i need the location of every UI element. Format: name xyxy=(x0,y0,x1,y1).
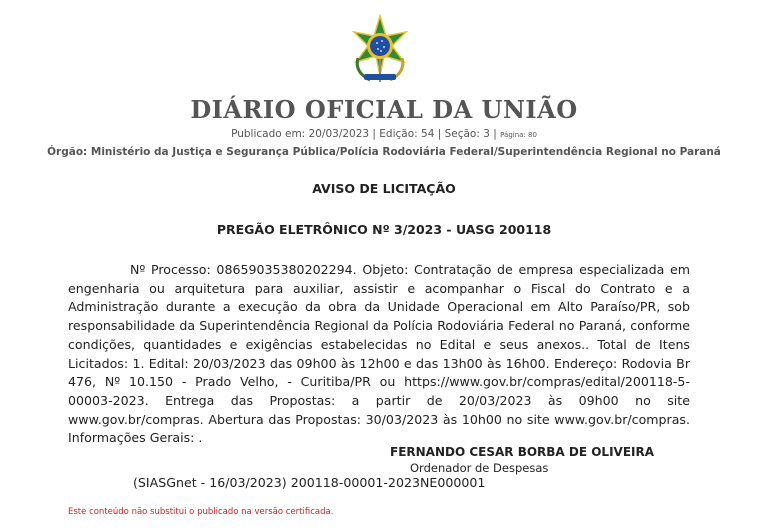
notice-body: Nº Processo: 08659035380202294. Objeto: Contratação de empresa especializada em engenharia ou arquitetura para auxiliar, assistir e acompanhar o Fiscal do Contrato e a Administração durante a execução da obra da Unidade Operacional em Alto Paraíso/PR, sob responsabilidade da Superintendência Regional da Polícia Rodoviária Federal no Paraná, conforme condições, quantidades e exigências estabelecidas no Edital e seus anexos.. Total de Itens Licitados: 1. Edital: 20/03/2023 das 09h00 às 12h00 e das 13h00 às 16h00. Endereço: Rodovia Br 476, Nº 10.150 - Prado Velho, - Curitiba/PR ou https://www.gov.br/compras/edital/200118-5-00003-2023. Entrega das Propostas: a partir de 20/03/2023 às 09h00 no site www.gov.br/compras. Abertura das Propostas: 30/03/2023 às 10h00 no site www.gov.br/compras. Informações Gerais: . xyxy=(68,262,690,446)
page-number: Página: 80 xyxy=(500,131,537,139)
notice-heading: AVISO DE LICITAÇÃO xyxy=(312,181,456,196)
signer-name: FERNANDO CESAR BORBA DE OLIVEIRA xyxy=(390,445,655,459)
publication-title: DIÁRIO OFICIAL DA UNIÃO xyxy=(190,95,578,124)
signer-role: Ordenador de Despesas xyxy=(410,461,549,475)
published-date: Publicado em: 20/03/2023 | Edição: 54 | Seção: 3 | xyxy=(231,128,497,140)
certification-disclaimer: Este conteúdo não substitui o publicado na versão certificada. xyxy=(68,507,334,517)
siasg-reference: (SIASGnet - 16/03/2023) 200118-00001-2023NE000001 xyxy=(133,475,486,490)
coat-of-arms-icon xyxy=(344,14,416,86)
publication-info xyxy=(0,128,768,140)
notice-subheading: PREGÃO ELETRÔNICO Nº 3/2023 - UASG 200118 xyxy=(216,222,552,237)
issuing-agency: Órgão: Ministério da Justiça e Segurança Pública/Polícia Rodoviária Federal/Superintendência Regional no Paraná xyxy=(47,146,721,158)
